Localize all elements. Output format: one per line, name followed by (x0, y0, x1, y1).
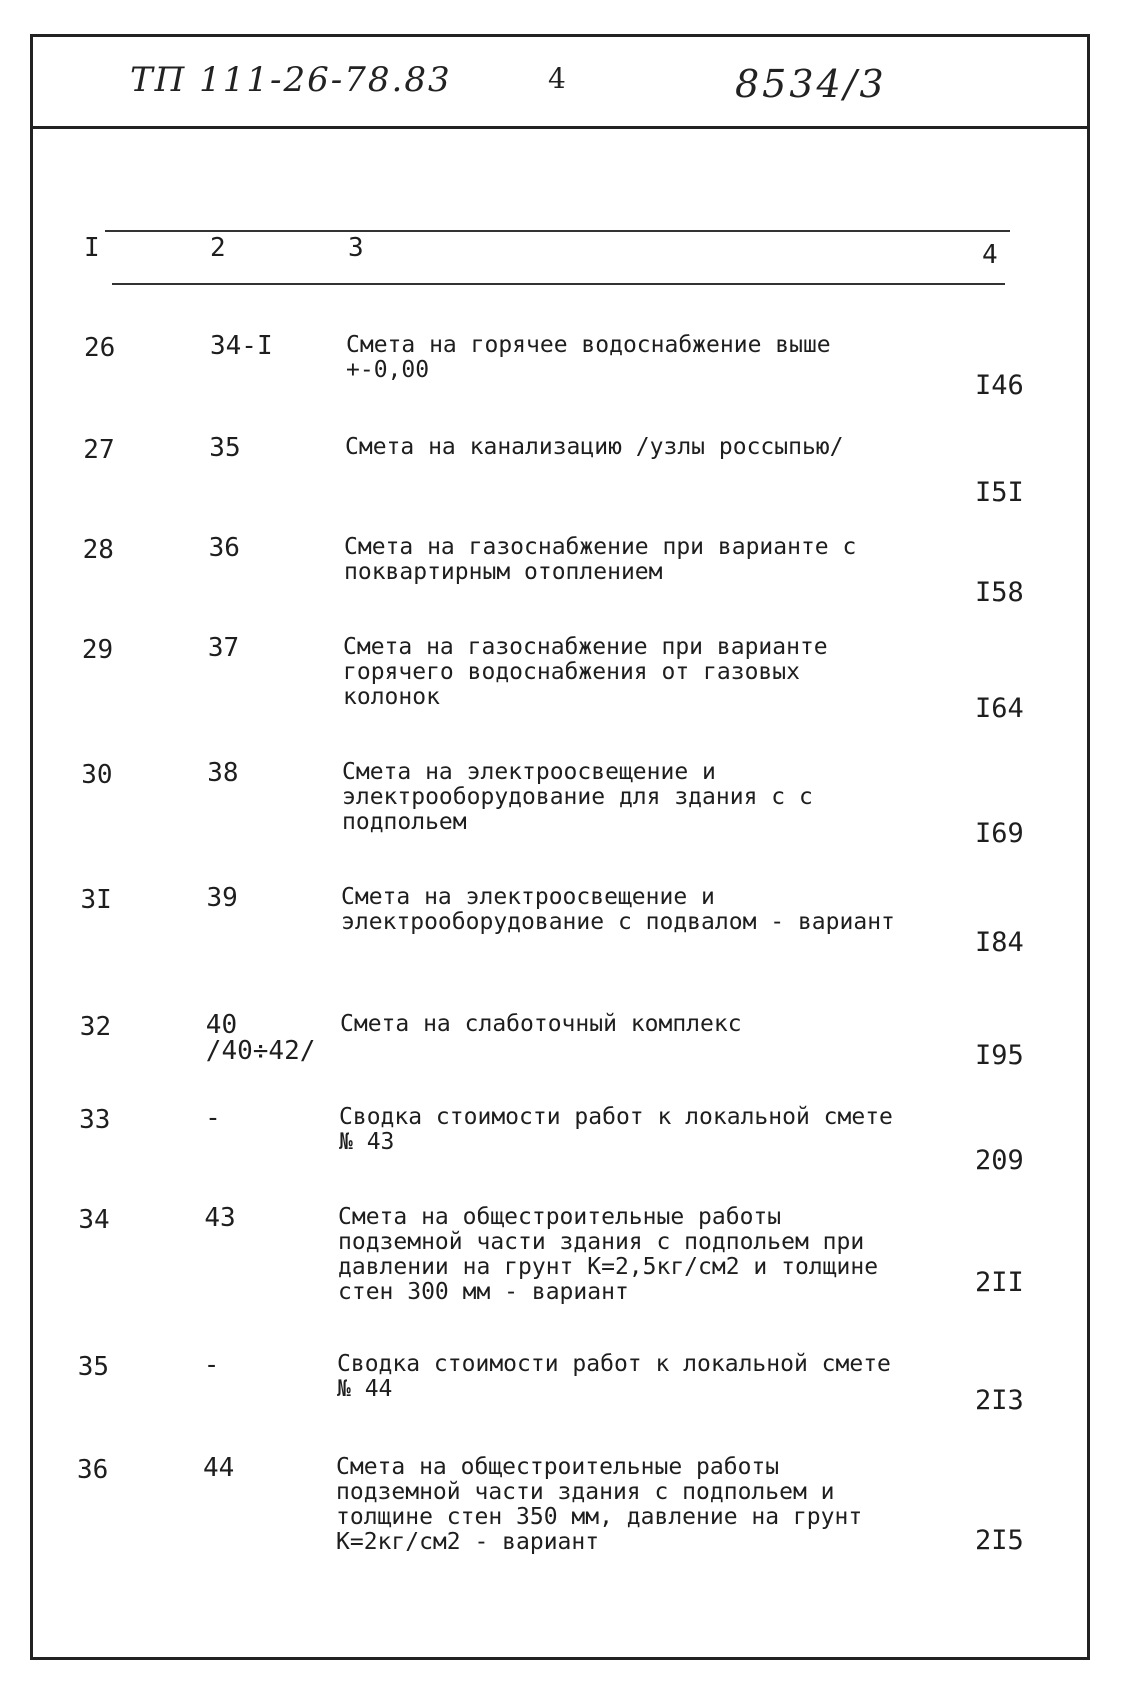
row-reference: 37 (207, 633, 240, 663)
row-page: I58 (975, 577, 1024, 608)
row-number: 28 (82, 535, 114, 565)
row-reference: 38 (207, 758, 239, 788)
row-title: Смета на горячее водоснабжение выше +-0,00 (346, 332, 831, 383)
row-title: Смета на общестроительные работы подземной части здания с подпольем и толщине стен 350 мм, давление на грунт К=2кг/см2 - вариант (336, 1454, 863, 1555)
row-page: I69 (975, 818, 1024, 849)
header-divider (30, 126, 1090, 129)
row-page: I95 (975, 1040, 1024, 1071)
page-frame (30, 34, 1090, 1660)
row-title: Сводка стоимости работ к локальной смете № 44 (337, 1351, 891, 1402)
row-page: 209 (975, 1145, 1024, 1176)
row-reference: 34-I (210, 331, 273, 361)
row-number: 35 (77, 1352, 109, 1382)
row-number: 27 (83, 435, 115, 465)
row-reference: 39 (206, 883, 238, 913)
column-header-1: I (84, 233, 100, 263)
row-number: 30 (81, 760, 113, 790)
page-number: 4 (548, 62, 566, 95)
sheet-code: 8534/3 (735, 62, 887, 106)
row-reference: 35 (209, 433, 241, 463)
row-page: I84 (975, 927, 1024, 958)
row-page: 2II (975, 1267, 1024, 1298)
column-header-2: 2 (210, 233, 226, 263)
row-number: 34 (78, 1205, 110, 1235)
row-page: 2I3 (975, 1385, 1024, 1416)
table-header-rule (112, 283, 1005, 285)
row-number: 29 (81, 635, 114, 665)
row-reference: 43 (204, 1203, 236, 1233)
row-page: I5I (975, 477, 1024, 508)
row-page: I46 (975, 370, 1024, 401)
row-reference: 40 /40÷42/ (205, 1010, 316, 1066)
row-title: Сводка стоимости работ к локальной смете № 43 (339, 1104, 893, 1155)
row-title: Смета на канализацию /узлы россыпью/ (345, 434, 844, 460)
row-number: 26 (84, 333, 116, 363)
column-header-4: 4 (982, 240, 998, 270)
row-number: 36 (77, 1455, 109, 1485)
row-number: 3I (80, 885, 112, 915)
document-code: ТП 111-26-78.83 (130, 60, 452, 100)
table-top-rule (105, 230, 1010, 232)
row-title: Смета на слаботочный комплекс (340, 1011, 742, 1037)
row-number: 33 (79, 1105, 111, 1135)
row-title: Смета на газоснабжение при варианте горячего водоснабжения от газовых колонок (343, 634, 828, 710)
column-header-3: 3 (348, 233, 364, 263)
row-reference: - (205, 1103, 221, 1133)
row-title: Смета на общестроительные работы подземной части здания с подпольем при давлении на грунт К=2,5кг/см2 и толщине стен 300 мм - вариант (338, 1204, 879, 1305)
row-reference: - (203, 1350, 220, 1380)
row-title: Смета на электроосвещение и электрооборудование с подвалом - вариант (341, 884, 895, 935)
row-number: 32 (79, 1012, 112, 1042)
row-page: I64 (975, 693, 1024, 724)
row-page: 2I5 (975, 1525, 1024, 1556)
row-title: Смета на электроосвещение и электрооборудование для здания с с подпольем (342, 759, 813, 835)
row-title: Смета на газоснабжение при варианте с поквартирным отоплением (344, 534, 857, 585)
row-reference: 36 (208, 533, 240, 563)
row-reference: 44 (203, 1453, 235, 1483)
